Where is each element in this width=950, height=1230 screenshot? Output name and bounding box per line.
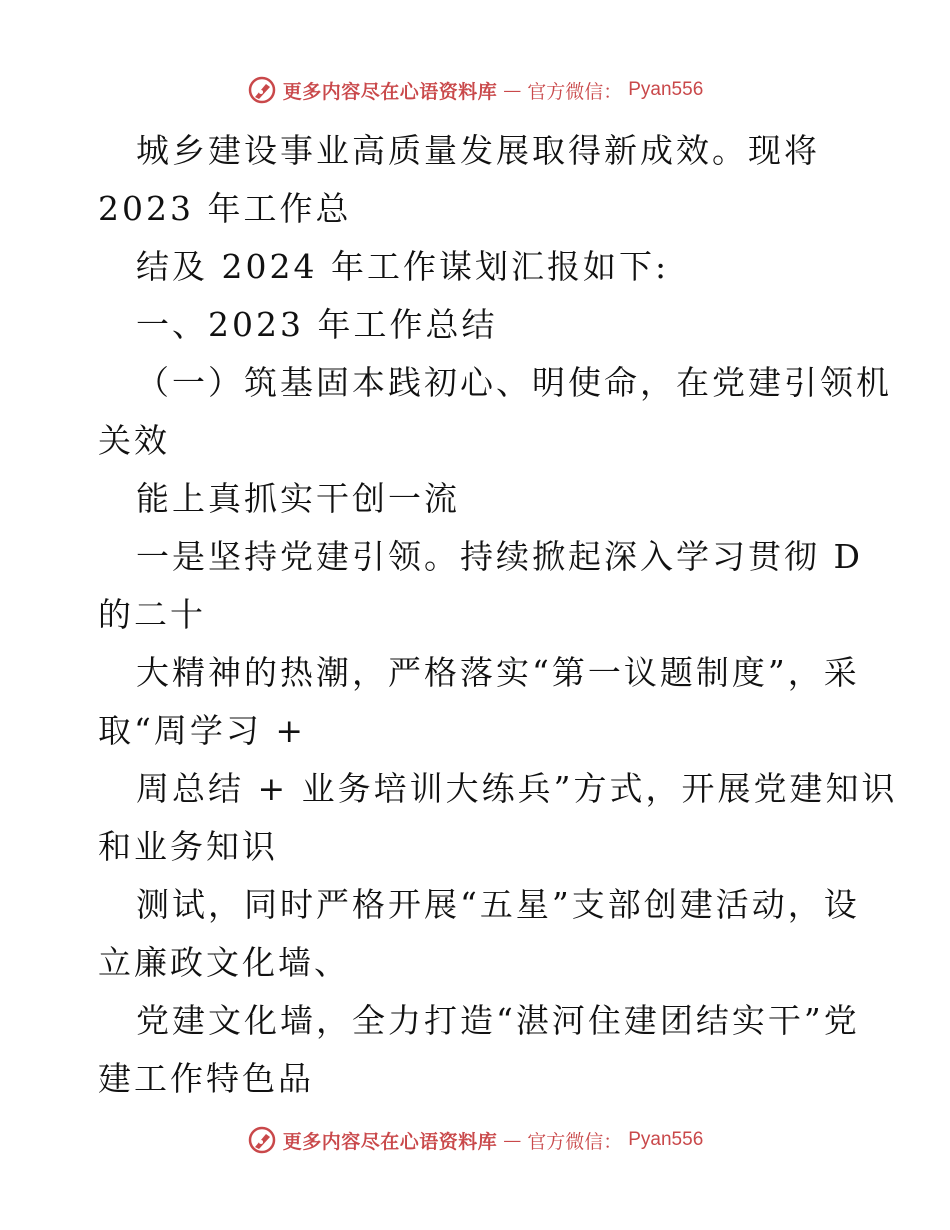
text-line: 立廉政文化墙、	[98, 943, 350, 982]
pen-nib-circle-icon	[247, 75, 277, 105]
header-watermark	[0, 70, 950, 110]
watermark-wechat-id: Pyan556	[628, 79, 704, 100]
text-line: 和业务知识	[98, 827, 278, 866]
document-body	[98, 122, 898, 1108]
section-heading: 一、2023 年工作总结	[136, 305, 498, 344]
text-line: 的二十	[98, 595, 206, 634]
text-line: 能上真抓实干创一流	[136, 479, 460, 518]
text-line: 建工作特色品	[98, 1059, 314, 1098]
watermark-dash: —	[503, 79, 522, 101]
watermark-dash: —	[503, 1129, 522, 1151]
watermark-brand: 更多内容尽在心语资料库	[282, 1130, 498, 1153]
watermark-wechat-label: 官方微信：	[527, 80, 623, 103]
pen-nib-circle-icon	[247, 1125, 277, 1155]
watermark-wechat-id: Pyan556	[628, 1129, 704, 1150]
text-line: 周总结 + 业务培训大练兵”方式，开展党建知识	[136, 769, 898, 808]
watermark-brand: 更多内容尽在心语资料库	[282, 80, 498, 103]
footer-watermark	[0, 1120, 950, 1160]
text-line: 结及 2024 年工作谋划汇报如下:	[136, 247, 670, 286]
text-line: 大精神的热潮，严格落实“第一议题制度”，采	[136, 653, 860, 692]
text-line: 2023 年工作总	[98, 189, 352, 228]
text-line: 城乡建设事业高质量发展取得新成效。现将	[136, 131, 820, 170]
subsection-heading: （一）筑基固本践初心、明使命，在党建引领机	[136, 363, 892, 402]
text-line: 取“周学习 +	[98, 711, 307, 750]
text-line: 关效	[98, 421, 170, 460]
text-line: 一是坚持党建引领。持续掀起深入学习贯彻 D	[136, 537, 863, 576]
text-line: 测试，同时严格开展“五星”支部创建活动，设	[136, 885, 860, 924]
watermark-wechat-label: 官方微信：	[527, 1130, 623, 1153]
text-line: 党建文化墙，全力打造“湛河住建团结实干”党	[136, 1001, 860, 1040]
